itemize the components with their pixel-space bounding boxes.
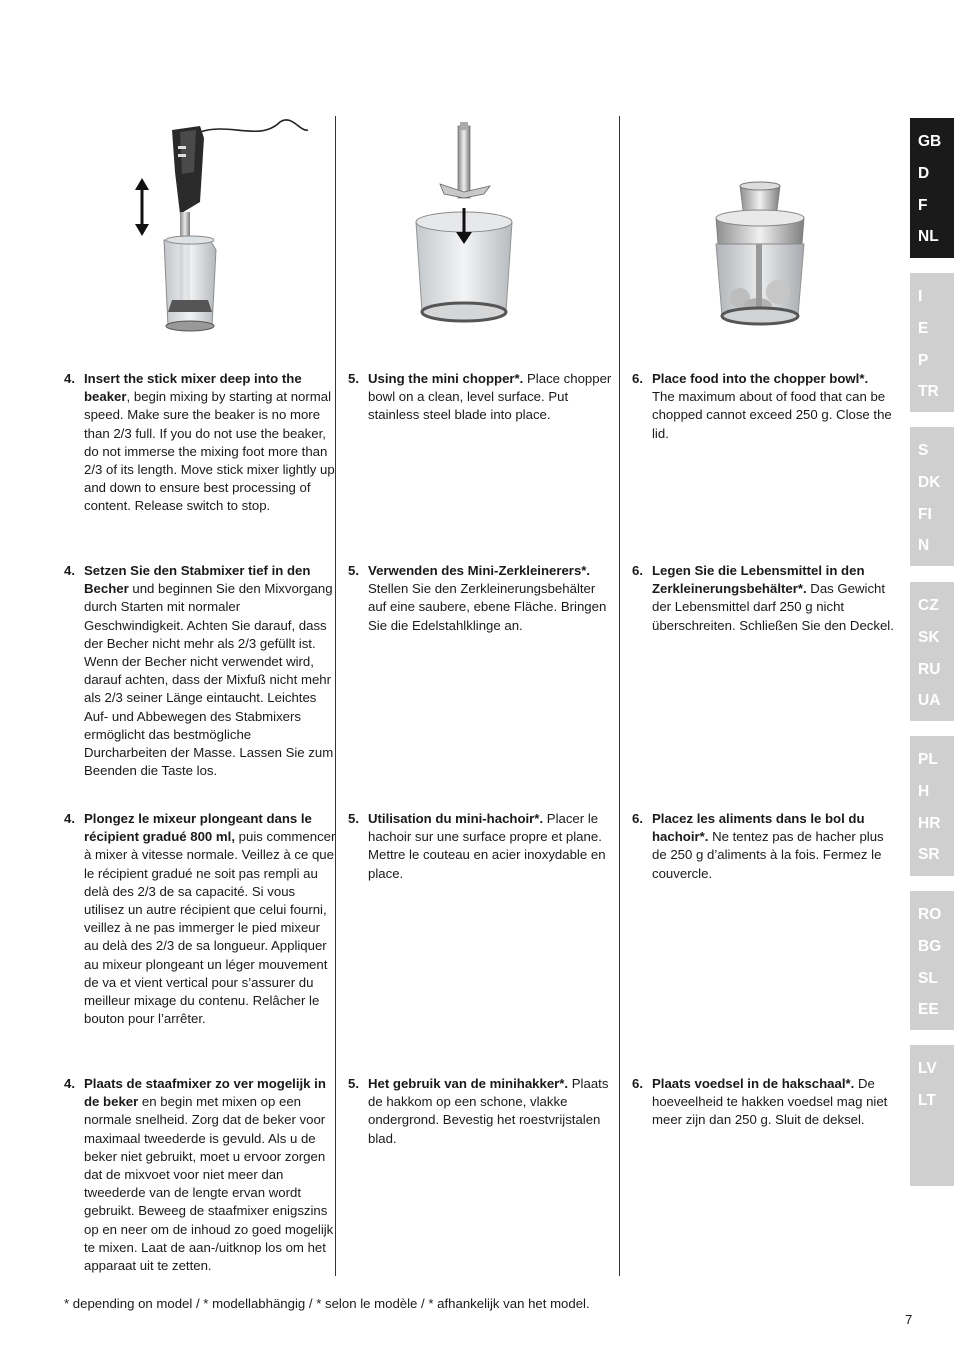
step-number: 5. <box>348 371 359 386</box>
step-text: De hoeveelheid te hakken voedsel mag niet meer zijn dan 250 g. Sluit de deksel. <box>652 1076 888 1128</box>
step-title: Plaats voedsel in de hakschaal*. <box>652 1076 855 1091</box>
column-divider <box>619 116 620 1276</box>
step-title: Verwenden des Mini-Zerkleinerers*. <box>368 563 591 578</box>
language-tab-hr[interactable]: HR <box>918 814 941 832</box>
step-4-english <box>64 370 336 516</box>
step-title: Legen Sie die Lebensmittel in den Zerkleinerungsbehälter*. <box>652 563 865 597</box>
language-tab-h[interactable]: H <box>918 782 930 800</box>
step-6-german <box>632 562 894 635</box>
chopper-closed-lid-illustration <box>628 112 888 342</box>
language-tab-ua[interactable]: UA <box>918 692 941 710</box>
step-5-dutch <box>348 1075 614 1148</box>
step-title: Plongez le mixeur plongeant dans le récipient gradué 800 ml, <box>84 811 312 845</box>
language-tab-s[interactable]: S <box>918 442 929 459</box>
language-group-s-dk-fi-n <box>910 427 954 566</box>
language-group-pl-h-hr-sr <box>910 736 954 876</box>
step-title: Place food into the chopper bowl*. <box>652 371 869 386</box>
language-tab-ee[interactable]: EE <box>918 1001 939 1019</box>
language-tab-d[interactable]: D <box>918 164 930 182</box>
step-title: Insert the stick mixer deep into the beaker <box>84 371 302 405</box>
step-text: Ne tentez pas de hacher plus de 250 g d’aliments à la fois. Fermez le couvercle. <box>652 829 884 881</box>
step-4-french <box>64 810 336 1028</box>
step-5-english <box>348 370 614 425</box>
step-title: Plaats de staafmixer zo ver mogelijk in de beker <box>84 1076 326 1110</box>
mini-chopper-blade-insert-illustration <box>344 112 604 342</box>
language-group-cz-sk-ru-ua <box>910 582 954 721</box>
step-number: 4. <box>64 563 75 578</box>
step-5-french <box>348 810 614 883</box>
step-6-dutch <box>632 1075 894 1130</box>
step-text: puis commencer à mixer à vitesse normale. Veillez à ce que le récipient gradué ne soit pas rempli au delà des 2/3 de sa capacité. Si vous utilisez un autre récipient que celui fourni, veillez à ne pas immerger le pied mixeur au delà des 2/3 de sa longueur. Appliquer au mixeur plongeant un léger mouvement de va et vient vertical pour s’assurer du meilleur mixage du contenu. Relâcher le bouton pour l’arrêter. <box>84 829 336 1027</box>
language-tab-sk[interactable]: SK <box>918 628 940 646</box>
step-number: 4. <box>64 371 75 386</box>
language-tab-dk[interactable]: DK <box>918 473 941 491</box>
language-tab-bg[interactable]: BG <box>918 937 942 955</box>
step-text: Place chopper bowl on a clean, level surface. Put stainless steel blade into place. <box>368 371 612 423</box>
step-text: en begin met mixen op een normale snelheid. Zorg dat de beker voor maximaal tweederde is gevuld. Als u de beker niet gebruikt, moet u ervoor zorgen dat de mixvoet voor niet meer dan tweederde van de lengte ervan wordt gebruikt. Beweeg de staafmixer enigszins op en neer om de inhoud zo goed mogelijk te mixen. Laat de aan-/uitknop los om het apparaat uit te zetten. <box>84 1094 334 1274</box>
language-tab-ro[interactable]: RO <box>918 906 942 923</box>
language-tab-sr[interactable]: SR <box>918 846 940 864</box>
page-number: 7 <box>905 1312 913 1327</box>
language-group-lv-lt <box>910 1045 954 1186</box>
step-number: 5. <box>348 811 359 826</box>
footnote-model-dependence: * depending on model / * modellabhängig / * selon le modèle / * afhankelijk van het model. <box>64 1296 590 1311</box>
step-number: 6. <box>632 1076 643 1091</box>
language-tab-lt[interactable]: LT <box>918 1091 936 1109</box>
step-text: Das Gewicht der Lebensmittel darf 250 g nicht überschreiten. Schließen Sie den Deckel. <box>652 581 894 633</box>
language-tab-p[interactable]: P <box>918 351 929 369</box>
language-tab-e[interactable]: E <box>918 319 929 337</box>
step-title: Setzen Sie den Stabmixer tief in den Becher <box>84 563 311 597</box>
step-4-german <box>64 562 336 780</box>
language-group-i-e-p-tr <box>910 273 954 412</box>
language-tab-gb[interactable]: GB <box>918 133 942 150</box>
step-text: Stellen Sie den Zerkleinerungsbehälter auf eine saubere, ebene Fläche. Bringen Sie die Edelstahlklinge an. <box>368 581 607 633</box>
language-tab-f[interactable]: F <box>918 196 928 214</box>
language-tab-ru[interactable]: RU <box>918 660 941 678</box>
language-tab-tr[interactable]: TR <box>918 383 939 401</box>
step-6-french <box>632 810 894 883</box>
stick-mixer-in-beaker-illustration <box>60 112 320 342</box>
step-number: 6. <box>632 811 643 826</box>
step-number: 4. <box>64 1076 75 1091</box>
step-6-english <box>632 370 894 443</box>
step-text: Placer le hachoir sur une surface propre et plane. Mettre le couteau en acier inoxydable en place. <box>368 811 606 881</box>
language-tab-n[interactable]: N <box>918 537 930 555</box>
step-title: Utilisation du mini-hachoir*. <box>368 811 544 826</box>
step-title: Het gebruik van de minihakker*. <box>368 1076 569 1091</box>
step-5-german <box>348 562 614 635</box>
language-tab-fi[interactable]: FI <box>918 505 932 523</box>
step-text: The maximum about of food that can be chopped cannot exceed 250 g. Close the lid. <box>652 389 892 441</box>
language-tab-i[interactable]: I <box>918 288 923 305</box>
language-group-ro-bg-sl-ee <box>910 891 954 1030</box>
step-number: 5. <box>348 1076 359 1091</box>
step-text: , begin mixing by starting at normal speed. Make sure the beaker is no more than 2/3 full. If you do not use the beaker, do not immerse the mixing foot more than 2/3 of its length. Move stick mixer lightly up and down to ensure best processing of content. Release switch to stop. <box>84 389 335 514</box>
step-4-dutch <box>64 1075 336 1275</box>
language-tab-pl[interactable]: PL <box>918 751 938 768</box>
step-title: Placez les aliments dans le bol du hachoir*. <box>652 811 865 845</box>
step-text: Plaats de hakkom op een schone, vlakke ondergrond. Bevestig het roestvrijstalen blad. <box>368 1076 609 1146</box>
language-tab-cz[interactable]: CZ <box>918 597 939 614</box>
language-tab-nl[interactable]: NL <box>918 228 939 246</box>
language-tab-lv[interactable]: LV <box>918 1060 937 1077</box>
step-number: 6. <box>632 563 643 578</box>
language-group-gb-d-f-nl <box>910 118 954 258</box>
step-number: 4. <box>64 811 75 826</box>
step-text: und beginnen Sie den Mixvorgang durch Starten mit normaler Geschwindigkeit. Achten Sie darauf, dass der Becher nicht mehr als 2/3 gefüllt ist. Wenn der Becher nicht verwendet wird, darauf achten, dass der Mixfuß nicht mehr als 2/3 seiner Länge eintaucht. Leichtes Auf- und Abbewegen des Stabmixers ermöglicht das bestmögliche Durcharbeiten der Masse. Lassen Sie zum Beenden die Taste los. <box>84 581 334 779</box>
step-number: 6. <box>632 371 643 386</box>
step-number: 5. <box>348 563 359 578</box>
language-tab-sl[interactable]: SL <box>918 969 938 987</box>
step-title: Using the mini chopper*. <box>368 371 524 386</box>
